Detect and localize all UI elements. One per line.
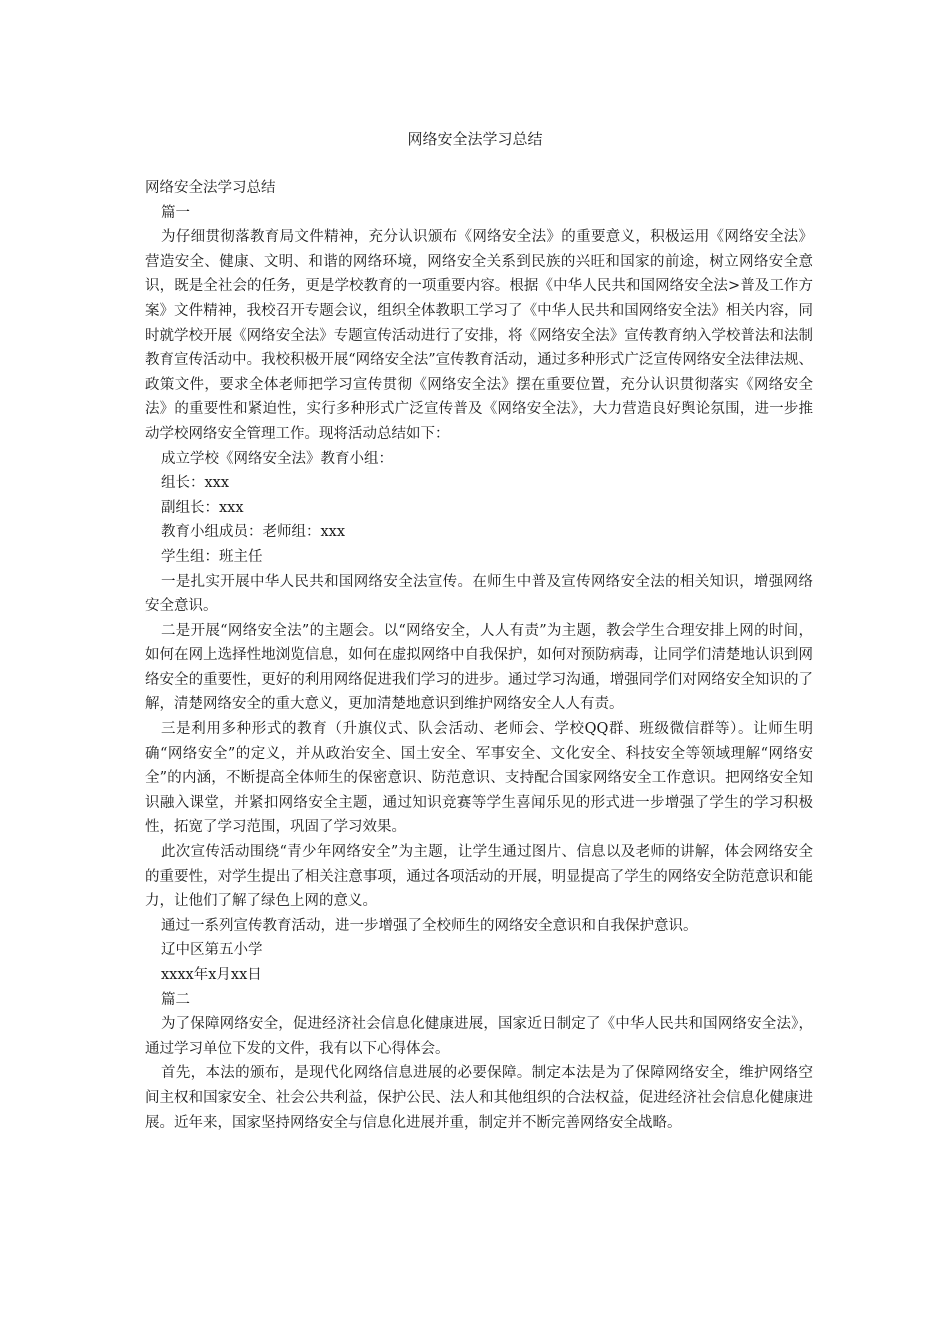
paragraph: xxxx年x月xx日	[161, 967, 262, 983]
paragraph: 为仔细贯彻落教育局文件精神，充分认识颁布《网络安全法》的重要意义，积极运用《网络安全法》营造安全、健康、文明、和谐的网络环境，网络安全关系到民族的兴旺和国家的前途，树立网络安全意识，既是全社会的任务，更是学校教育的一项重要内容。根据《中华人民共和国网络安全法>普及工作方案》文件精神，我校召开专题会议，组织全体教职工学习了《中华人民共和国网络安全法》相关内容，同时就学校开展《网络安全法》专题宣传活动进行了安排，将《网络安全法》宣传教育纳入学校普法和法制教育宣传活动中。我校积极开展“网络安全法”宣传教育活动，通过多种形式广泛宣传网络安全法律法规、政策文件，要求全体老师把学习宣传贯彻《网络安全法》摆在重要位置，充分认识贯彻落实《网络安全法》的重要性和紧迫性，实行多种形式广泛宣传普及《网络安全法》，大力营造良好舆论氛围，进一步推动学校网络安全管理工作。现将活动总结如下：	[145, 229, 813, 442]
paragraph: 教育小组成员：老师组：xxx	[161, 524, 346, 541]
paragraph: 三是利用多种形式的教育（升旗仪式、队会活动、老师会、学校QQ群、班级微信群等）。让师生明确“网络安全”的定义，并从政治安全、国土安全、军事安全、文化安全、科技安全等领域理解“网络安全”的内涵，不断提高全体师生的保密意识、防范意识、支持配合国家网络安全工作意识。把网络安全知识融入课堂，并紧扣网络安全主题，通过知识竞赛等学生喜闻乐见的形式进一步增强了学生的学习积极性，拓宽了学习范围，巩固了学习效果。	[145, 721, 813, 836]
paragraph: 组长：xxx	[161, 475, 230, 492]
paragraph: 成立学校《网络安全法》教育小组：	[161, 450, 393, 467]
paragraph: 为了保障网络安全，促进经济社会信息化健康进展，国家近日制定了《中华人民共和国网络安全法》，通过学习单位下发的文件，我有以下心得体会。	[145, 1016, 813, 1057]
paragraph: 此次宣传活动围绕“青少年网络安全”为主题，让学生通过图片、信息以及老师的讲解，体会网络安全的重要性，对学生提出了相关注意事项，通过各项活动的开展，明显提高了学生的网络安全防范意识和能力，让他们了解了绿色上网的意义。	[145, 844, 813, 910]
paragraph: 副组长：xxx	[161, 499, 244, 516]
page-title: 网络安全法学习总结	[407, 130, 543, 148]
paragraph: 篇二	[161, 991, 190, 1008]
paragraph: 辽中区第五小学	[161, 942, 263, 959]
paragraph: 首先，本法的颁布，是现代化网络信息进展的必要保障。制定本法是为了保障网络安全，维护网络空间主权和国家安全、社会公共利益，保护公民、法人和其他组织的合法权益，促进经济社会信息化健康进展。近年来，国家坚持网络安全与信息化进展并重，制定并不断完善网络安全战略。	[145, 1065, 813, 1131]
paragraph: 篇一	[161, 204, 190, 221]
paragraph: 通过一系列宣传教育活动，进一步增强了全校师生的网络安全意识和自我保护意识。	[161, 917, 698, 934]
paragraph: 二是开展“网络安全法”的主题会。以“网络安全，人人有责”为主题，教会学生合理安排上网的时间，如何在网上选择性地浏览信息，如何在虚拟网络中自我保护，如何对预防病毒，让同学们清楚地认识到网络安全的重要性，更好的利用网络促进我们学习的进步。通过学习沟通，增强同学们对网络安全知识的了解，清楚网络安全的重大意义，更加清楚地意识到维护网络安全人人有责。	[145, 622, 813, 713]
paragraph: 一是扎实开展中华人民共和国网络安全法宣传。在师生中普及宣传网络安全法的相关知识，增强网络安全意识。	[145, 573, 813, 615]
paragraph: 学生组：班主任	[161, 548, 263, 565]
paragraph: 网络安全法学习总结	[145, 180, 276, 196]
document-body	[145, 176, 813, 1135]
